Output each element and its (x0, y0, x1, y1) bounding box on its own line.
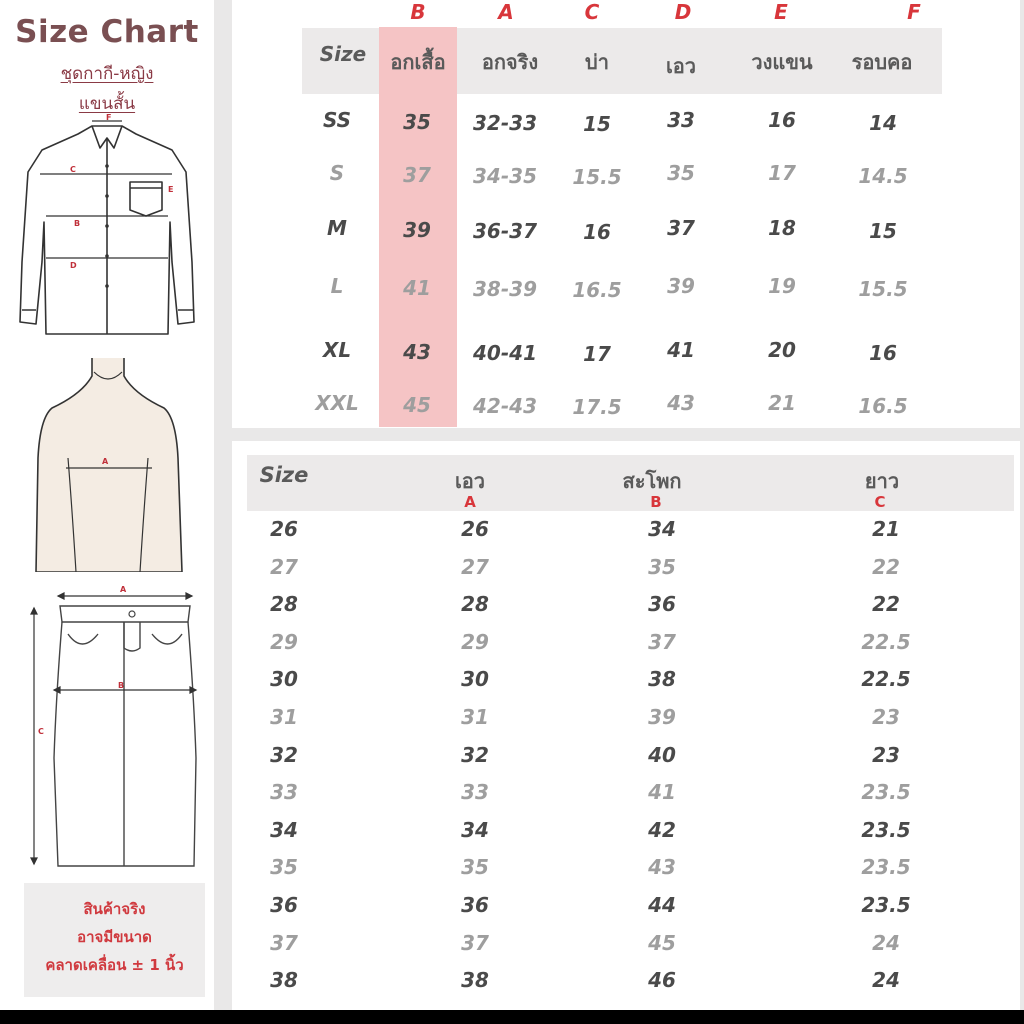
skirt-cell-waist: 34 (461, 818, 489, 842)
skirt-cell-waist: 26 (461, 517, 489, 541)
skirt-cell-hip: 35 (648, 555, 676, 579)
shirt-col-letter: A (498, 0, 514, 24)
torso-illustration (12, 358, 202, 572)
skirt-cell-size: 30 (270, 667, 298, 691)
shirt-size-table (232, 0, 1020, 428)
skirt-size-table (232, 441, 1020, 1010)
skirt-cell-length: 23.5 (861, 855, 911, 879)
shirt-cell-neck: 14 (869, 111, 897, 135)
skirt-cell-waist: 38 (461, 968, 489, 992)
skirt-cell-length: 23.5 (861, 893, 911, 917)
shirt-cell-armhole: 16 (768, 108, 796, 132)
shirt-cell-armhole: 19 (768, 274, 796, 298)
shirt-cell-size: M (327, 216, 347, 240)
shirt-cell-waist: 37 (667, 216, 695, 240)
skirt-cell-size: 36 (270, 893, 298, 917)
skirt-cell-waist: 31 (461, 705, 489, 729)
shirt-cell-chest: 37 (403, 163, 431, 187)
shirt-header-neck: รอบคอ (851, 50, 913, 74)
skirt-header-size: Size (259, 463, 309, 487)
shirt-cell-armhole: 20 (768, 338, 796, 362)
skirt-cell-hip: 42 (648, 818, 676, 842)
skirt-col-letter: C (874, 493, 886, 511)
disclaimer-line-3: คลาดเคลื่อน ± 1 นิ้ว (45, 956, 184, 974)
shirt-cell-neck: 16.5 (858, 394, 908, 418)
shirt-cell-shoulder: 15 (583, 112, 611, 136)
subtitle-line-1: ชุดกากี-หญิง (60, 64, 154, 84)
shirt-cell-neck: 15 (869, 219, 897, 243)
shirt-label-f: F (106, 113, 112, 122)
shirt-label-c: C (70, 165, 76, 174)
shirt-cell-chest: 43 (403, 340, 431, 364)
shirt-label-e: E (168, 185, 174, 194)
skirt-cell-waist: 27 (461, 555, 489, 579)
torso-label-a: A (102, 457, 109, 466)
skirt-col-letter: B (650, 493, 662, 511)
shirt-header-size: Size (319, 42, 367, 66)
skirt-cell-hip: 45 (648, 931, 676, 955)
shirt-cell-neck: 16 (869, 341, 897, 365)
shirt-cell-waist: 43 (667, 391, 695, 415)
skirt-cell-waist: 37 (461, 931, 489, 955)
shirt-illustration (12, 112, 202, 344)
shirt-cell-chest: 39 (403, 218, 431, 242)
skirt-cell-size: 26 (270, 517, 298, 541)
skirt-cell-waist: 30 (461, 667, 489, 691)
shirt-label-b: B (74, 219, 81, 228)
skirt-cell-length: 22 (872, 592, 900, 616)
shirt-cell-armhole: 18 (768, 216, 796, 240)
sidebar (0, 0, 214, 1010)
shirt-cell-neck: 15.5 (858, 277, 908, 301)
skirt-cell-hip: 40 (648, 743, 676, 767)
skirt-label-c: C (38, 727, 44, 736)
shirt-header-actual-chest: อกจริง (481, 50, 539, 74)
shirt-col-letter: D (674, 0, 692, 24)
skirt-cell-length: 22 (872, 555, 900, 579)
skirt-cell-size: 29 (270, 630, 298, 654)
disclaimer-box (24, 883, 205, 997)
skirt-cell-length: 21 (872, 517, 900, 541)
skirt-cell-length: 22.5 (861, 630, 911, 654)
skirt-cell-size: 27 (270, 555, 298, 579)
shirt-cell-actual-chest: 38-39 (473, 277, 537, 301)
skirt-cell-size: 35 (270, 855, 298, 879)
shirt-col-letter: B (410, 0, 426, 24)
shirt-cell-shoulder: 17.5 (572, 395, 622, 419)
skirt-cell-waist: 35 (461, 855, 489, 879)
skirt-cell-hip: 43 (648, 855, 676, 879)
shirt-col-letter: C (584, 0, 600, 24)
page-title: Size Chart (15, 14, 199, 50)
shirt-cell-shoulder: 15.5 (572, 165, 622, 189)
skirt-header-waist: เอว (454, 469, 486, 493)
shirt-cell-size: XL (322, 338, 352, 362)
shirt-cell-chest: 41 (403, 276, 431, 300)
skirt-cell-hip: 39 (648, 705, 676, 729)
shirt-col-letter: F (907, 0, 921, 24)
skirt-cell-hip: 38 (648, 667, 676, 691)
shirt-cell-shoulder: 16.5 (572, 278, 622, 302)
skirt-cell-hip: 41 (648, 780, 676, 804)
shirt-header-chest: อกเสื้อ (390, 50, 446, 74)
skirt-header-hip: สะโพก (622, 469, 682, 493)
skirt-cell-size: 31 (270, 705, 298, 729)
skirt-cell-length: 22.5 (861, 667, 911, 691)
shirt-cell-waist: 35 (667, 161, 695, 185)
shirt-label-d: D (70, 261, 77, 270)
shirt-header-shoulder: บ่า (585, 50, 609, 74)
disclaimer-line-1: สินค้าจริง (83, 900, 146, 918)
skirt-cell-hip: 36 (648, 592, 676, 616)
skirt-cell-waist: 28 (461, 592, 489, 616)
shirt-col-letter: E (774, 0, 788, 24)
skirt-illustration (12, 578, 202, 870)
skirt-label-b: B (118, 681, 125, 690)
skirt-cell-waist: 32 (461, 743, 489, 767)
disclaimer-line-2: อาจมีขนาด (77, 928, 152, 946)
skirt-cell-length: 24 (872, 968, 900, 992)
skirt-cell-size: 34 (270, 818, 298, 842)
shirt-cell-waist: 39 (667, 274, 695, 298)
shirt-cell-actual-chest: 42-43 (473, 394, 537, 418)
skirt-cell-size: 28 (270, 592, 298, 616)
skirt-cell-waist: 29 (461, 630, 489, 654)
shirt-cell-size: XXL (315, 391, 359, 415)
skirt-cell-size: 33 (270, 780, 298, 804)
skirt-cell-hip: 44 (648, 893, 676, 917)
shirt-cell-actual-chest: 40-41 (473, 341, 537, 365)
shirt-cell-size: S (329, 161, 345, 185)
shirt-cell-size: SS (322, 108, 352, 132)
skirt-cell-length: 23.5 (861, 780, 911, 804)
skirt-cell-length: 24 (872, 931, 900, 955)
skirt-cell-hip: 37 (648, 630, 676, 654)
skirt-cell-hip: 34 (648, 517, 676, 541)
shirt-cell-waist: 33 (667, 108, 695, 132)
shirt-cell-size: L (330, 274, 344, 298)
shirt-cell-shoulder: 17 (583, 342, 611, 366)
subtitle-line-2: แขนสั้น (78, 94, 136, 114)
skirt-header-length: ยาว (864, 469, 900, 493)
skirt-cell-size: 37 (270, 931, 298, 955)
shirt-cell-actual-chest: 34-35 (473, 164, 537, 188)
shirt-cell-actual-chest: 36-37 (473, 219, 537, 243)
skirt-col-letter: A (464, 493, 476, 511)
skirt-cell-size: 32 (270, 743, 298, 767)
shirt-cell-armhole: 21 (768, 391, 796, 415)
skirt-cell-length: 23 (872, 705, 900, 729)
skirt-cell-size: 38 (270, 968, 298, 992)
bottom-bar (0, 1010, 1024, 1024)
shirt-header-waist: เอว (665, 54, 697, 78)
shirt-cell-chest: 45 (403, 393, 431, 417)
shirt-cell-neck: 14.5 (858, 164, 908, 188)
shirt-cell-waist: 41 (667, 338, 695, 362)
shirt-cell-armhole: 17 (768, 161, 796, 185)
skirt-cell-length: 23.5 (861, 818, 911, 842)
shirt-cell-actual-chest: 32-33 (473, 111, 537, 135)
skirt-label-a: A (120, 585, 127, 594)
shirt-cell-chest: 35 (403, 110, 431, 134)
skirt-cell-waist: 33 (461, 780, 489, 804)
skirt-cell-hip: 46 (648, 968, 676, 992)
shirt-header-armhole: วงแขน (751, 50, 813, 74)
skirt-cell-length: 23 (872, 743, 900, 767)
skirt-cell-waist: 36 (461, 893, 489, 917)
shirt-cell-shoulder: 16 (583, 220, 611, 244)
